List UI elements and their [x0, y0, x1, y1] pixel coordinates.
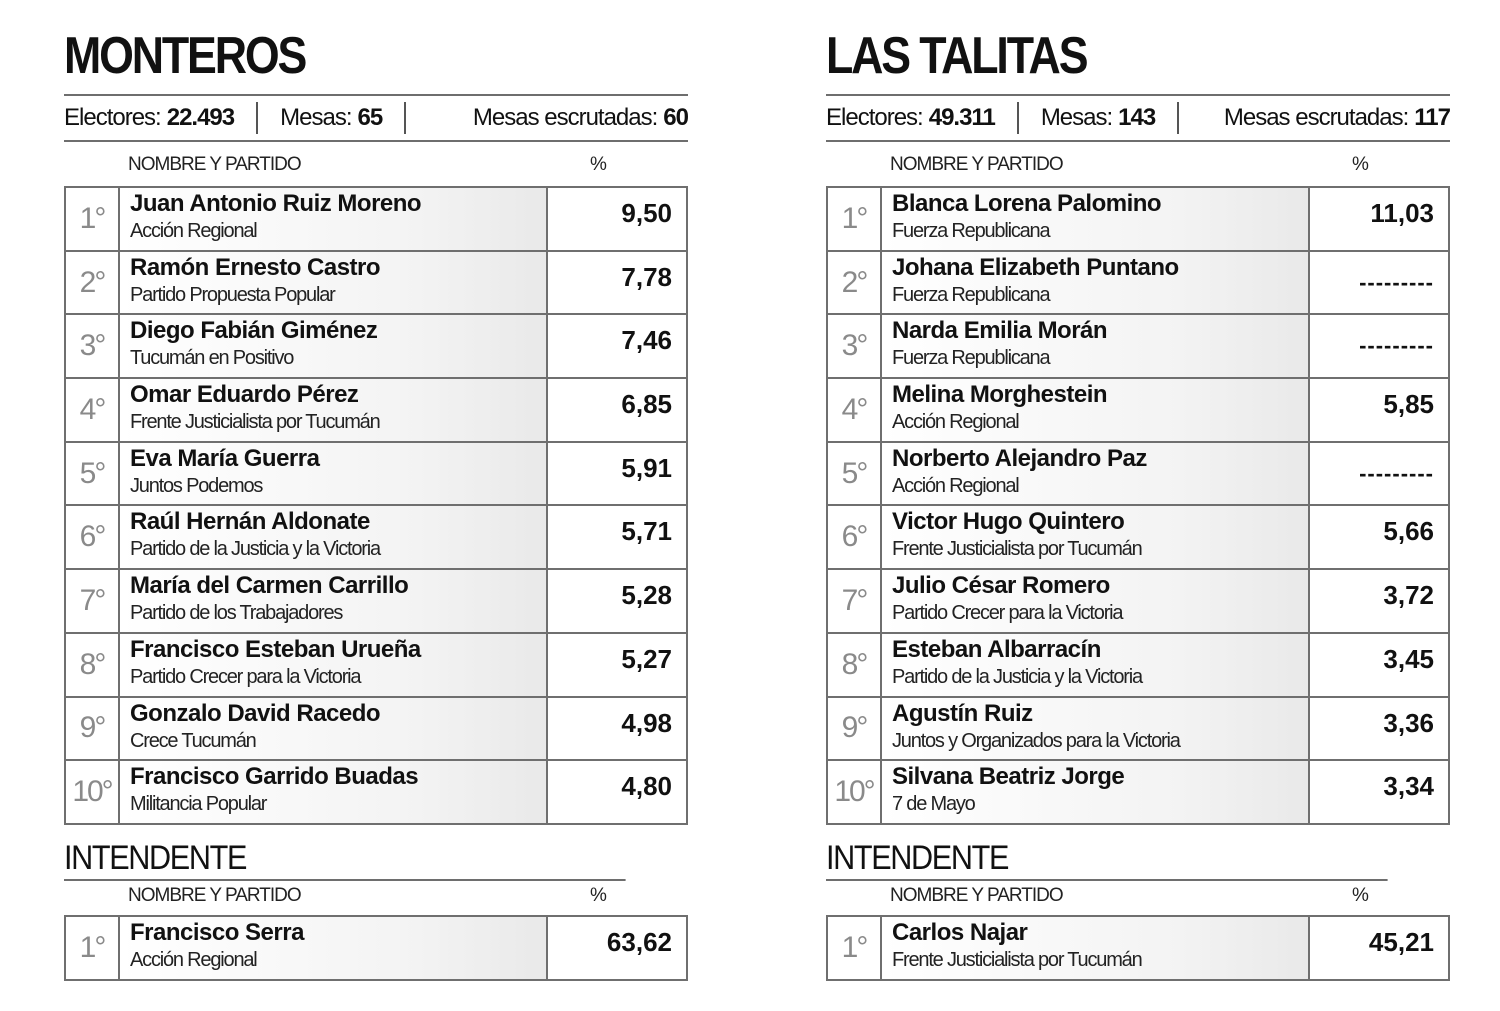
candidate-name: Omar Eduardo Pérez: [130, 381, 359, 409]
candidate-party: Militancia Popular: [130, 793, 267, 816]
candidate-cell: [881, 697, 1309, 761]
percent-cell: 7,78: [547, 251, 687, 315]
percent-cell: ---------: [1309, 251, 1449, 315]
candidate-party: Crece Tucumán: [130, 729, 256, 752]
candidate-name: Gonzalo David Racedo: [130, 699, 381, 727]
candidate-cell: [881, 569, 1309, 633]
candidate-cell: [119, 314, 547, 378]
candidate-name: Julio César Romero: [892, 572, 1110, 600]
table-row: [65, 442, 687, 506]
candidate-cell: [119, 697, 547, 761]
table-row: [827, 378, 1449, 442]
candidate-cell: [119, 505, 547, 569]
rank-cell: 8°: [65, 633, 119, 697]
column-header: [64, 142, 688, 186]
candidate-name: Raúl Hernán Aldonate: [130, 508, 370, 536]
tables-counted-stat: [473, 102, 688, 134]
stat-label: Mesas escrutadas:: [1223, 104, 1409, 131]
percent-header: %: [1352, 884, 1368, 906]
table-row: [827, 916, 1449, 980]
percent-cell: 3,72: [1309, 569, 1449, 633]
stats-divider: [256, 102, 258, 134]
name-party-header: NOMBRE Y PARTIDO: [128, 884, 301, 906]
candidate-party: Partido Propuesta Popular: [130, 283, 335, 306]
candidate-name: Victor Hugo Quintero: [892, 508, 1125, 536]
mayor-table: [64, 915, 688, 981]
candidate-name: Carlos Najar: [892, 918, 1028, 946]
table-row: [65, 505, 687, 569]
stats-divider: [1177, 102, 1179, 134]
rank-cell: 3°: [827, 314, 881, 378]
rank-cell: 3°: [65, 314, 119, 378]
candidate-party: Acción Regional: [130, 948, 257, 971]
candidate-name: Melina Morghestein: [892, 381, 1108, 409]
percent-cell: 5,91: [547, 442, 687, 506]
percent-cell: 5,66: [1309, 505, 1449, 569]
table-row: [827, 633, 1449, 697]
candidate-cell: [881, 916, 1309, 980]
percent-cell: 5,28: [547, 569, 687, 633]
candidate-name: Agustín Ruiz: [892, 699, 1033, 727]
name-party-header: NOMBRE Y PARTIDO: [890, 154, 1063, 175]
table-row: [827, 505, 1449, 569]
table-row: [65, 569, 687, 633]
rank-cell: 7°: [827, 569, 881, 633]
percent-header: %: [590, 154, 606, 175]
rank-cell: 9°: [65, 697, 119, 761]
candidate-party: Fuerza Republicana: [892, 283, 1050, 306]
table-row: [65, 760, 687, 824]
rank-cell: 10°: [827, 760, 881, 824]
stat-label: Mesas:: [280, 104, 352, 131]
table-row: [827, 760, 1449, 824]
rank-cell: 2°: [65, 251, 119, 315]
candidate-name: Silvana Beatriz Jorge: [892, 763, 1125, 791]
rank-cell: 5°: [65, 442, 119, 506]
candidate-cell: [881, 187, 1309, 251]
tables-stat: [280, 102, 382, 134]
table-row: [65, 251, 687, 315]
electors-stat: [826, 102, 995, 134]
candidate-cell: [119, 442, 547, 506]
candidate-cell: [119, 569, 547, 633]
rank-cell: 1°: [65, 916, 119, 980]
rank-cell: 1°: [827, 187, 881, 251]
table-row: [65, 916, 687, 980]
stat-value: 22.493: [166, 104, 235, 131]
rank-cell: 6°: [827, 505, 881, 569]
candidate-name: Narda Emilia Morán: [892, 317, 1108, 345]
candidate-party: Partido Crecer para la Victoria: [130, 665, 361, 688]
candidates-table: [826, 186, 1450, 825]
candidate-name: Esteban Albarracín: [892, 635, 1101, 663]
candidate-party: Fuerza Republicana: [892, 220, 1050, 242]
rank-cell: 9°: [827, 697, 881, 761]
candidate-party: Juntos y Organizados para la Victoria: [892, 729, 1180, 752]
percent-cell: 6,85: [547, 378, 687, 442]
candidate-party: Partido Crecer para la Victoria: [892, 602, 1123, 625]
candidate-name: Francisco Esteban Urueña: [130, 635, 421, 663]
candidate-cell: [881, 505, 1309, 569]
percent-cell: 7,46: [547, 314, 687, 378]
candidate-name: Blanca Lorena Palomino: [892, 190, 1162, 217]
table-row: [827, 569, 1449, 633]
percent-cell: 5,71: [547, 505, 687, 569]
candidate-name: Diego Fabián Giménez: [130, 317, 378, 345]
stat-label: Mesas escrutadas:: [472, 104, 658, 131]
mayor-section-title: INTENDENTE: [64, 837, 626, 881]
table-row: [827, 442, 1449, 506]
candidate-cell: [881, 378, 1309, 442]
candidate-cell: [881, 633, 1309, 697]
table-row: [827, 697, 1449, 761]
locality-title: LAS TALITAS: [826, 27, 1087, 85]
percent-header: %: [1352, 154, 1368, 175]
stats-bar: [64, 94, 688, 142]
electors-stat: [64, 102, 234, 134]
percent-cell: 3,34: [1309, 760, 1449, 824]
candidate-party: Partido de la Justicia y la Victoria: [892, 665, 1142, 688]
rank-cell: 10°: [65, 760, 119, 824]
percent-cell: 9,50: [547, 187, 687, 251]
name-party-header: NOMBRE Y PARTIDO: [890, 884, 1063, 906]
percent-cell: ---------: [1309, 314, 1449, 378]
stats-divider: [1017, 102, 1019, 134]
percent-cell: 5,85: [1309, 378, 1449, 442]
percent-cell: 63,62: [547, 916, 687, 980]
candidate-name: Ramón Ernesto Castro: [130, 253, 381, 281]
table-row: [65, 314, 687, 378]
rank-cell: 1°: [827, 916, 881, 980]
column-header: [826, 142, 1450, 186]
results-panel-monteros: [64, 22, 688, 981]
rank-cell: 6°: [65, 505, 119, 569]
candidate-party: Partido de la Justicia y la Victoria: [130, 538, 380, 561]
table-row: [65, 633, 687, 697]
candidate-party: Acción Regional: [130, 220, 257, 242]
mayor-section-title: INTENDENTE: [826, 837, 1388, 881]
table-row: [827, 314, 1449, 378]
locality-title: MONTEROS: [64, 27, 306, 85]
candidate-party: Frente Justicialista por Tucumán: [892, 948, 1142, 971]
rank-cell: 5°: [827, 442, 881, 506]
candidate-cell: [119, 378, 547, 442]
stat-value: 60: [663, 104, 688, 131]
rank-cell: 4°: [65, 378, 119, 442]
rank-cell: 4°: [827, 378, 881, 442]
candidate-party: 7 de Mayo: [892, 793, 975, 816]
percent-cell: 4,80: [547, 760, 687, 824]
candidate-cell: [881, 760, 1309, 824]
rank-cell: 7°: [65, 569, 119, 633]
candidate-cell: [119, 760, 547, 824]
candidate-party: Acción Regional: [892, 411, 1019, 434]
candidate-cell: [881, 442, 1309, 506]
stat-value: 117: [1414, 104, 1450, 131]
stat-label: Electores:: [64, 104, 161, 131]
candidate-name: María del Carmen Carrillo: [130, 572, 409, 600]
tables-stat: [1041, 102, 1155, 134]
candidate-cell: [119, 916, 547, 980]
percent-cell: 3,36: [1309, 697, 1449, 761]
column-header: [64, 881, 688, 915]
candidate-name: Eva María Guerra: [130, 444, 320, 472]
stat-value: 143: [1118, 104, 1156, 131]
candidate-party: Partido de los Trabajadores: [130, 602, 343, 625]
stat-value: 49.311: [928, 104, 995, 131]
candidate-cell: [881, 251, 1309, 315]
rank-cell: 8°: [827, 633, 881, 697]
percent-cell: 45,21: [1309, 916, 1449, 980]
percent-cell: 3,45: [1309, 633, 1449, 697]
results-panel-las-talitas: [826, 22, 1450, 981]
percent-cell: 4,98: [547, 697, 687, 761]
candidate-name: Norberto Alejandro Paz: [892, 444, 1147, 472]
candidate-party: Fuerza Republicana: [892, 347, 1050, 370]
candidate-party: Acción Regional: [892, 474, 1019, 497]
table-row: [65, 697, 687, 761]
candidate-cell: [119, 633, 547, 697]
candidate-name: Francisco Garrido Buadas: [130, 763, 419, 791]
stat-label: Electores:: [826, 104, 923, 131]
mayor-table: [826, 915, 1450, 981]
candidate-cell: [119, 187, 547, 251]
table-row: [65, 378, 687, 442]
table-row: [827, 187, 1449, 251]
candidate-party: Frente Justicialista por Tucumán: [892, 538, 1142, 561]
rank-cell: 1°: [65, 187, 119, 251]
candidate-name: Johana Elizabeth Puntano: [892, 253, 1179, 281]
stat-value: 65: [357, 104, 383, 131]
tables-counted-stat: [1224, 102, 1450, 134]
table-row: [65, 187, 687, 251]
percent-header: %: [590, 884, 606, 906]
percent-cell: 11,03: [1309, 187, 1449, 251]
candidate-name: Francisco Serra: [130, 918, 304, 946]
percent-cell: 5,27: [547, 633, 687, 697]
table-row: [827, 251, 1449, 315]
candidate-cell: [881, 314, 1309, 378]
candidate-party: Tucumán en Positivo: [130, 347, 294, 370]
candidates-table: [64, 186, 688, 825]
candidate-cell: [119, 251, 547, 315]
column-header: [826, 881, 1450, 915]
stat-label: Mesas:: [1040, 104, 1113, 131]
stats-bar: [826, 94, 1450, 142]
candidate-party: Frente Justicialista por Tucumán: [130, 411, 380, 434]
percent-cell: ---------: [1309, 442, 1449, 506]
rank-cell: 2°: [827, 251, 881, 315]
candidate-party: Juntos Podemos: [130, 474, 263, 497]
stats-divider: [404, 102, 406, 134]
candidate-name: Juan Antonio Ruiz Moreno: [130, 190, 422, 217]
name-party-header: NOMBRE Y PARTIDO: [128, 154, 301, 175]
